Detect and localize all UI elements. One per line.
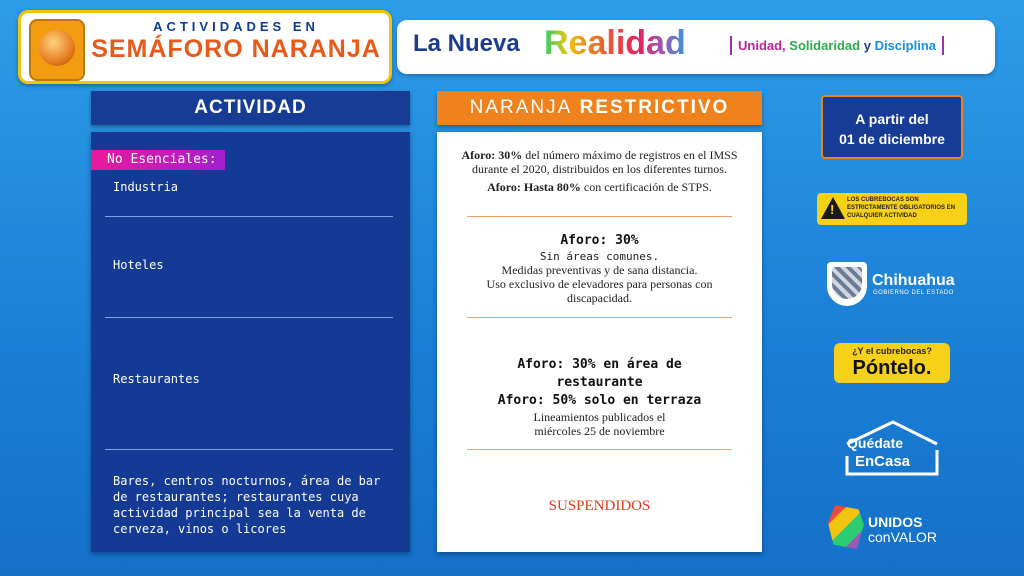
nueva-realidad-prefix: La Nueva bbox=[413, 30, 520, 57]
row-divider bbox=[105, 449, 393, 450]
row-divider bbox=[105, 317, 393, 318]
industria-stps-text: con certificación de STPS. bbox=[583, 180, 712, 194]
restaurantes-line4: miércoles 25 de noviembre bbox=[534, 424, 665, 438]
traffic-light-icon bbox=[29, 19, 85, 81]
restriction-header-level: RESTRICTIVO bbox=[579, 97, 730, 118]
quedate-line2: EnCasa bbox=[855, 453, 911, 470]
start-date-box bbox=[821, 95, 963, 159]
semaforo-title-banner bbox=[18, 10, 392, 84]
chihuahua-logo-name: Chihuahua bbox=[872, 272, 955, 289]
quedate-en-casa-logo bbox=[843, 420, 941, 476]
restaurantes-line3: Lineamientos publicados el bbox=[533, 410, 666, 424]
cubrebocas-slogan: Póntelo. bbox=[852, 357, 932, 379]
restaurantes-line2: Aforo: 50% solo en terraza bbox=[497, 393, 702, 408]
motto-y: y bbox=[863, 38, 871, 53]
restriction-industria bbox=[447, 148, 752, 194]
chihuahua-logo-sub: GOBIERNO DEL ESTADO bbox=[873, 290, 954, 296]
row-divider bbox=[105, 216, 393, 217]
mask-notice-text: LOS CUBREBOCAS SON ESTRICTAMENTE OBLIGATORIOS EN CUALQUIER ACTIVIDAD bbox=[847, 197, 956, 219]
hoteles-line1: Sin áreas comunes. bbox=[539, 250, 660, 263]
restaurantes-line1: Aforo: 30% en área de restaurante bbox=[517, 357, 682, 390]
motto bbox=[730, 36, 944, 55]
start-date-line1: A partir del bbox=[855, 111, 929, 127]
industria-stps-bold: Aforo: Hasta 80% bbox=[487, 180, 581, 194]
restriction-header-color: NARANJA bbox=[469, 97, 573, 118]
state-map-icon bbox=[828, 505, 864, 549]
activity-panel bbox=[91, 132, 410, 552]
cubrebocas-campaign-logo bbox=[834, 343, 950, 383]
nueva-realidad-banner bbox=[397, 20, 995, 74]
motto-unidad: Unidad, bbox=[738, 38, 786, 53]
hoteles-line2: Medidas preventivas y de sana distancia. bbox=[501, 263, 698, 277]
activity-item-hoteles: Hoteles bbox=[113, 258, 164, 272]
restriction-restaurantes bbox=[447, 356, 752, 438]
row-divider bbox=[467, 216, 732, 217]
unidos-line1: UNIDOS bbox=[868, 514, 923, 530]
hoteles-line3: Uso exclusivo de elevadores para personas con discapacidad. bbox=[486, 277, 713, 305]
industria-aforo-bold: Aforo: 30% bbox=[461, 148, 523, 162]
industria-aforo-text: del número máximo de registros en el IMSS durante el 2020, distribuidos en los diferentes turnos. bbox=[472, 148, 738, 176]
row-divider bbox=[467, 317, 732, 318]
restriction-column-header bbox=[437, 91, 762, 125]
activity-item-restaurantes: Restaurantes bbox=[113, 372, 200, 386]
quedate-line1: Quédate bbox=[847, 435, 904, 451]
category-label: No Esenciales: bbox=[91, 150, 225, 170]
restriction-hoteles bbox=[447, 232, 752, 305]
chihuahua-shield-icon bbox=[827, 262, 867, 306]
mask-mandatory-notice bbox=[817, 193, 967, 225]
hoteles-aforo: Aforo: 30% bbox=[560, 233, 639, 248]
warning-icon: ! bbox=[821, 197, 845, 219]
realidad-logo-text: Realidad bbox=[544, 24, 686, 62]
semaforo-subtitle: ACTIVIDADES EN bbox=[153, 19, 319, 34]
unidos-line2: conVALOR bbox=[868, 529, 937, 545]
row-divider bbox=[467, 449, 732, 450]
activity-item-bares: Bares, centros nocturnos, área de bar de restaurantes; restaurantes cuya actividad principal sea la venta de cerveza, vinos o licores bbox=[113, 474, 381, 536]
motto-disciplina: Disciplina bbox=[874, 38, 936, 53]
semaforo-title: SEMÁFORO NARANJA bbox=[91, 35, 381, 63]
restriction-panel bbox=[437, 132, 762, 552]
cubrebocas-question: ¿Y el cubrebocas? bbox=[852, 346, 932, 356]
bares-status: SUSPENDIDOS bbox=[548, 498, 651, 514]
start-date-line2: 01 de diciembre bbox=[839, 131, 945, 147]
activity-column-header: ACTIVIDAD bbox=[91, 91, 410, 125]
motto-solidaridad: Solidaridad bbox=[789, 38, 861, 53]
activity-item-industria: Industria bbox=[113, 180, 179, 194]
